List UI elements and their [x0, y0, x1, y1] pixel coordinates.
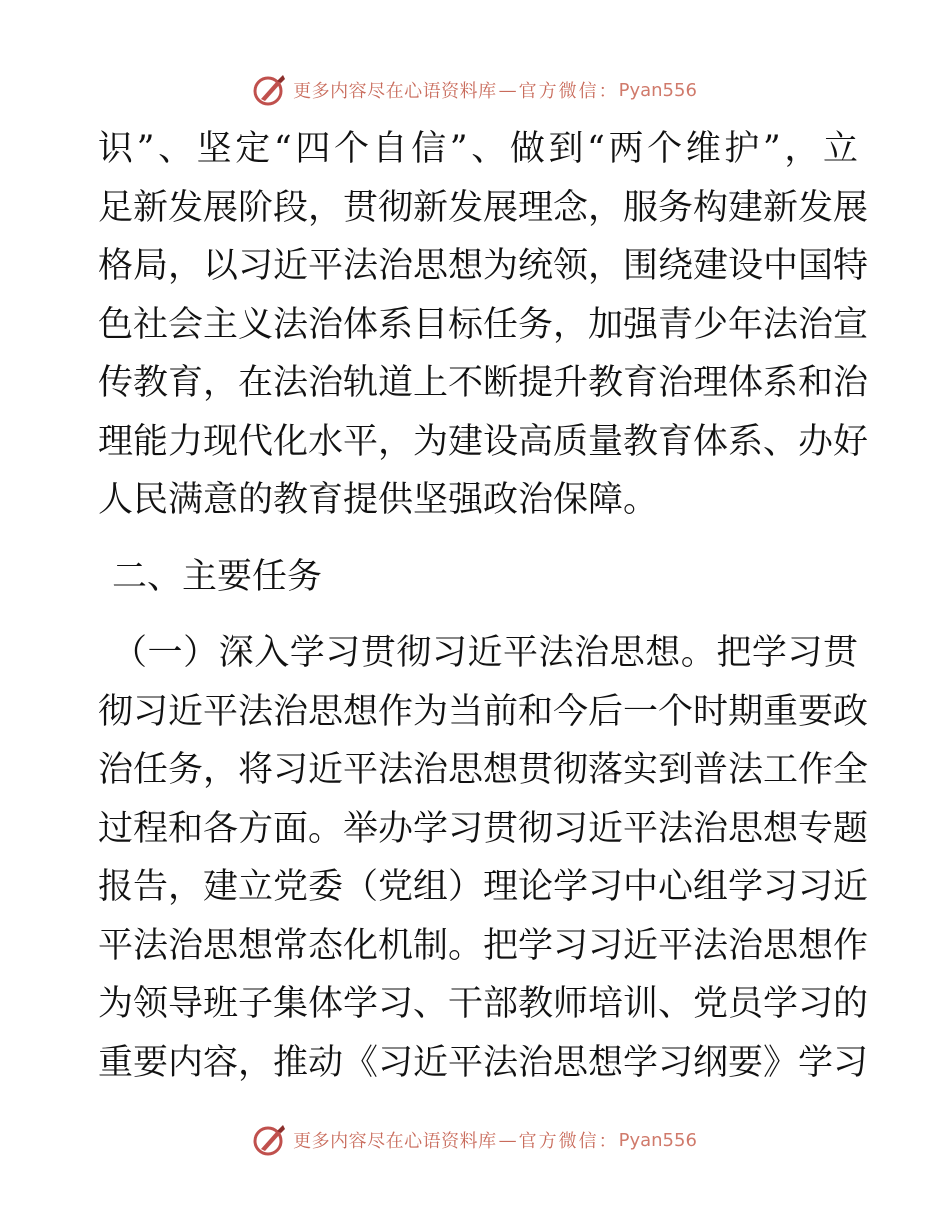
pen-logo-icon	[253, 1123, 287, 1157]
subsection-line: 平法治思想常态化机制。把学习习近平法治思想作	[98, 925, 869, 966]
footer-watermark	[0, 1120, 950, 1160]
paragraph-line: 足新发展阶段，贯彻新发展理念，服务构建新发展	[98, 187, 869, 228]
watermark-dash: —	[498, 1129, 517, 1151]
subsection-line: 治任务，将习近平法治思想贯彻落实到普法工作全	[98, 750, 869, 790]
subsection-line: 彻习近平法治思想作为当前和今后一个时期重要政	[98, 691, 869, 732]
document-body	[98, 120, 869, 1092]
pen-logo-icon	[253, 73, 287, 107]
watermark-official-label: 官方微信：	[518, 81, 619, 102]
spacer	[98, 530, 858, 548]
watermark-dash: —	[498, 79, 517, 101]
watermark-library-text: 更多内容尽在心语资料库	[293, 81, 497, 102]
section-heading: 二、主要任务	[112, 556, 323, 597]
watermark-official-label: 官方微信：	[518, 1131, 619, 1152]
subsection-line: 重要内容，推动《习近平法治思想学习纲要》学习	[98, 1042, 869, 1083]
subsection-line: 过程和各方面。举办学习贯彻习近平法治思想专题	[98, 808, 869, 849]
paragraph-line: 格局，以习近平法治思想为统领，围绕建设中国特	[98, 246, 869, 286]
subsection-line: 报告，建立党委（党组）理论学习中心组学习习近	[98, 867, 869, 907]
paragraph-line: 色社会主义法治体系目标任务，加强青少年法治宣	[98, 304, 869, 345]
watermark-library-text: 更多内容尽在心语资料库	[293, 1131, 497, 1152]
subsection-line: 为领导班子集体学习、干部教师培训、党员学习的	[98, 984, 869, 1024]
header-watermark	[0, 70, 950, 110]
spacer	[98, 606, 858, 624]
paragraph-line: 传教育，在法治轨道上不断提升教育治理体系和治	[98, 363, 869, 403]
paragraph-line: 理能力现代化水平，为建设高质量教育体系、办好	[98, 421, 869, 462]
watermark-wechat-id: Pyan556	[618, 1129, 697, 1151]
watermark-wechat-id: Pyan556	[618, 79, 697, 101]
paragraph-line: 识”、坚定“四个自信”、做到“两个维护”，立	[98, 129, 858, 169]
paragraph-line-last: 人民满意的教育提供坚强政治保障。	[98, 480, 659, 520]
subsection-heading-line: （一）深入学习贯彻习近平法治思想。把学习贯	[112, 633, 858, 673]
